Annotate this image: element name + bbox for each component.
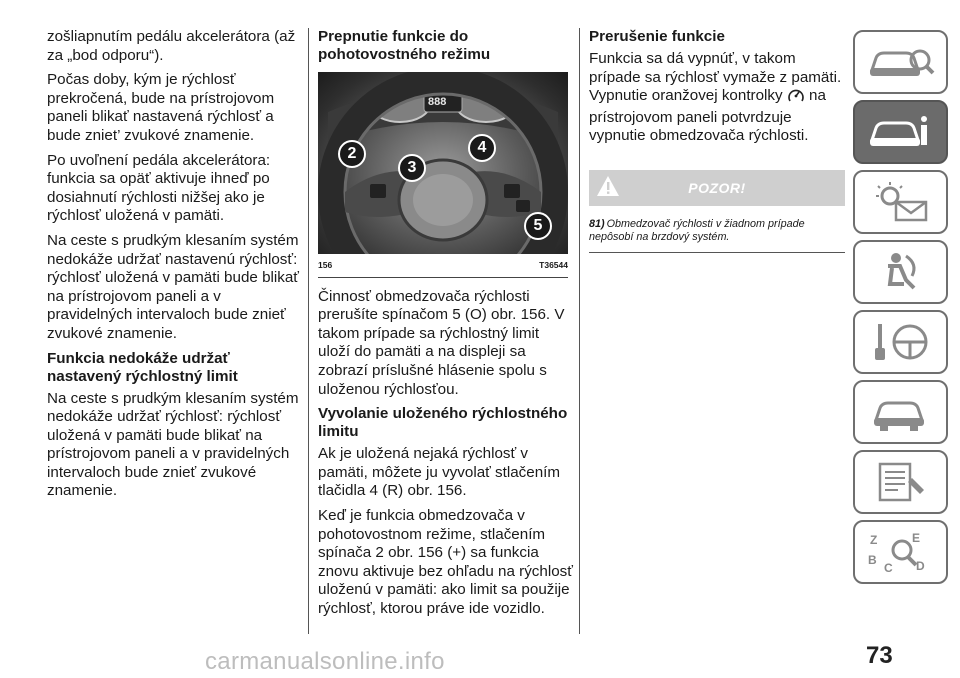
column-divider: [579, 28, 580, 634]
figure-caption: [318, 254, 568, 278]
figure-code: T36544: [539, 260, 568, 270]
car-magnifier-icon: [866, 40, 936, 84]
callout-2: 2: [338, 140, 366, 168]
figure-number: 156: [318, 260, 333, 270]
car-info-icon: [866, 110, 936, 154]
note-text: Obmedzovač rýchlosti v žiadnom prípade nepôsobí na brzdový systém.: [589, 217, 805, 243]
paragraph: zošliapnutím pedálu akcelerátora (až za „bod odporu“).: [47, 28, 296, 64]
section-heading: Prerušenie funkcie: [589, 28, 725, 45]
tab-car-info[interactable]: [853, 100, 948, 164]
column-right: [589, 28, 845, 253]
key-steering-wheel-icon: [866, 320, 936, 364]
svg-text:E: E: [911, 531, 920, 545]
paragraph-text: na prístrojovom paneli potvrdzuje vypnutie obmedzovača rýchlosti.: [589, 87, 826, 145]
paragraph: [589, 50, 845, 146]
page-number: 73: [866, 642, 893, 669]
maintenance-list-icon: [866, 460, 936, 504]
callout-4: 4: [468, 134, 496, 162]
tab-starting-driving[interactable]: [853, 310, 948, 374]
paragraph: Na ceste s prudkým klesaním systém nedokáže udržať rýchlosť: rýchlosť uložená v pamäti bude blikať na prístrojovom paneli a v pravidelných intervaloch bude znieť zvukové znamenie.: [47, 389, 299, 500]
column-middle: [318, 28, 574, 625]
car-breakdown-icon: [866, 390, 936, 434]
tab-car-magnifier[interactable]: [853, 30, 948, 94]
paragraph: Počas doby, kým je rýchlosť prekročená, bude na prístrojovom paneli blikať nastavená rýchlosť a bude zniet’ zvukové znamenie.: [47, 71, 275, 144]
airbag-seat-icon: [866, 250, 936, 294]
tab-index[interactable]: [853, 520, 948, 584]
column-divider: [308, 28, 309, 634]
column-left: [47, 28, 299, 507]
warning-title: POZOR!: [688, 179, 746, 196]
callout-5: 5: [524, 212, 552, 240]
section-heading: Vyvolanie uloženého rýchlostného limitu: [318, 405, 568, 441]
svg-text:Z: Z: [869, 533, 877, 547]
tab-safety[interactable]: [853, 240, 948, 304]
warning-light-envelope-icon: [866, 180, 936, 224]
steering-wheel-figure: [318, 72, 568, 254]
svg-text:B: B: [867, 553, 877, 567]
alphabet-index-icon: [866, 530, 936, 574]
note-number: 81): [589, 217, 605, 230]
svg-text:D: D: [915, 559, 925, 573]
section-heading: Prepnutie funkcie do pohotovostného režimu: [318, 28, 491, 63]
callout-3: 3: [398, 154, 426, 182]
chapter-tabs: [853, 30, 948, 590]
paragraph: Na ceste s prudkým klesaním systém nedokáže udržať nastavenú rýchlosť: rýchlosť uložená v pamäti bude blikať na prístrojovom paneli a v pravidelných intervaloch bude znieť zvukové znamenie.: [47, 231, 299, 342]
speed-limiter-warning-icon: [787, 87, 805, 109]
watermark: carmanualsonline.info: [205, 648, 445, 675]
paragraph: Po uvoľnení pedála akcelerátora: funkcia sa opäť aktivuje ihneď po dosiahnutí rýchlosti nižšej ako je rýchlosť uložená v pamäti.: [47, 151, 271, 225]
paragraph: Činnosť obmedzovača rýchlosti prerušíte spínačom 5 (O) obr. 156. V takom prípade sa rýchlostný limit uloží do pamäti a na displeji sa zobrazí príslušné hlásenie spolu s uloženou rýchlosťou.: [318, 287, 565, 398]
tab-emergency[interactable]: [853, 380, 948, 444]
warning-note: [589, 212, 845, 253]
svg-text:C: C: [883, 561, 893, 574]
warning-bar: [589, 170, 845, 206]
paragraph: Ak je uložená nejaká rýchlosť v pamäti, môžete ju vyvolať stlačením tlačidla 4 (R) obr. 156.: [318, 445, 561, 500]
paragraph-text: Funkcia sa dá vypnúť, v takom prípade sa rýchlosť vymaže z pamäti. Vypnutie oranžovej kontrolky: [589, 50, 842, 105]
paragraph: Keď je funkcia obmedzovača v pohotovostnom režime, stlačením spínača 2 obr. 156 (+) sa funkcia znovu aktivuje bez ohľadu na rýchlosť uloženú v pamäti: ako limit sa použije rýchlosť, ktorou práve ide vozidlo.: [318, 506, 573, 617]
section-heading: Funkcia nedokáže udržať nastavený rýchlostný limit: [47, 349, 238, 385]
display-readout: 888: [428, 96, 447, 108]
tab-warning-lights[interactable]: [853, 170, 948, 234]
tab-maintenance[interactable]: [853, 450, 948, 514]
